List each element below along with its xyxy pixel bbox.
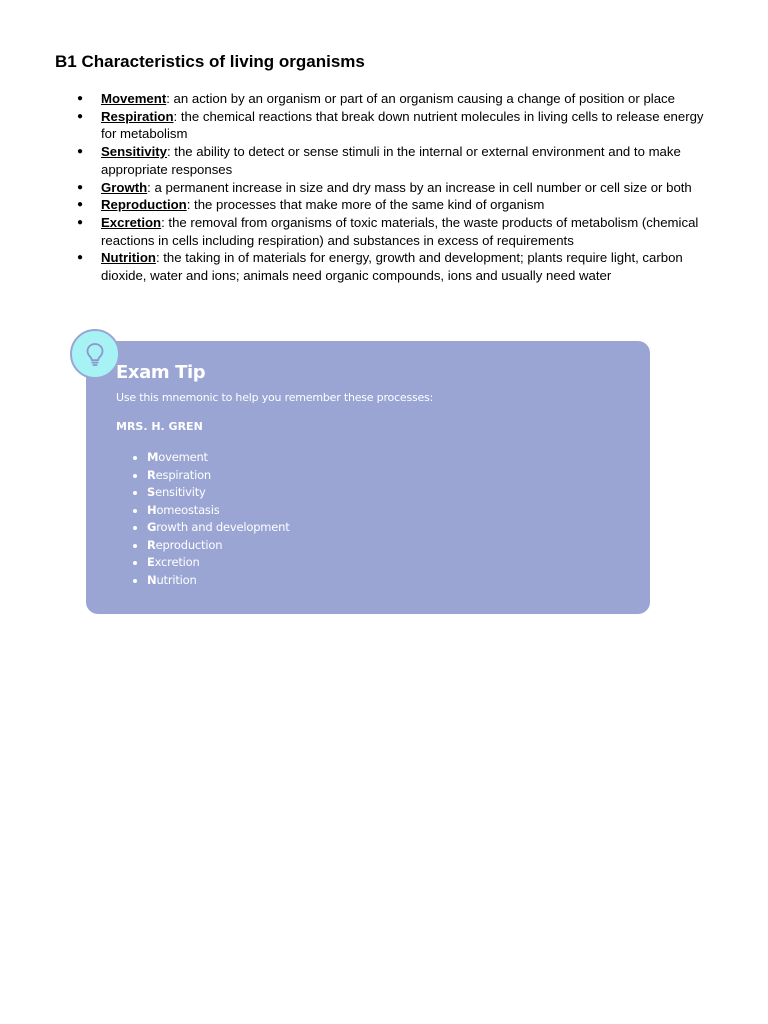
mnemonic-item-growth — [132, 519, 290, 537]
mnemonic-initial: H — [147, 502, 157, 517]
mnemonic-rest: ovement — [158, 450, 208, 464]
term-excretion: Excretion — [101, 214, 162, 230]
exam-tip-title: Exam Tip — [116, 362, 206, 383]
definition-text: : the chemical reactions that break down nutrient molecules in living cells to release energy for metabolism — [101, 108, 704, 142]
mnemonic-initial: R — [147, 467, 156, 482]
mnemonic-rest: xcretion — [154, 555, 200, 569]
definition-sensitivity — [0, 143, 710, 178]
mnemonic-initial: E — [147, 555, 155, 569]
definition-text: : a permanent increase in size and dry mass by an increase in cell number or cell size or both — [147, 179, 692, 195]
mnemonic-rest: espiration — [155, 467, 212, 482]
mnemonic-item-movement — [132, 449, 290, 467]
definition-text: : the processes that make more of the same kind of organism — [186, 197, 545, 213]
definition-excretion — [0, 214, 710, 249]
definition-respiration — [0, 108, 710, 143]
definition-text: : the taking in of materials for energy, growth and development; plants require light, carbon dioxide, water and ions; animals need organic compounds, ions and usually need water — [101, 250, 683, 284]
definition-growth — [0, 179, 710, 197]
definition-text: : the ability to detect or sense stimuli in the internal or external environment and to make appropriate responses — [101, 144, 681, 177]
definitions-list — [0, 90, 710, 285]
mnemonic-item-sensitivity — [132, 484, 290, 502]
term-respiration: Respiration — [101, 108, 174, 124]
mnemonic-item-excretion — [132, 554, 290, 572]
lightbulb-icon — [70, 329, 120, 379]
mnemonic-rest: omeostasis — [156, 502, 220, 517]
term-growth: Growth — [101, 179, 148, 195]
mnemonic-rest: eproduction — [155, 537, 223, 552]
mnemonic-rest: utrition — [156, 572, 197, 587]
term-sensitivity: Sensitivity — [101, 144, 167, 160]
mnemonic-initial: M — [147, 450, 159, 464]
mnemonic-list — [132, 449, 290, 589]
exam-tip-mnemonic: MRS. H. GREN — [116, 420, 203, 433]
definition-text: : an action by an organism or part of an organism causing a change of position or place — [166, 91, 675, 106]
mnemonic-item-reproduction — [132, 537, 290, 555]
mnemonic-rest: rowth and development — [156, 520, 290, 534]
mnemonic-rest: ensitivity — [155, 485, 206, 499]
mnemonic-item-nutrition — [132, 572, 290, 590]
term-reproduction: Reproduction — [101, 197, 187, 213]
term-nutrition: Nutrition — [101, 250, 156, 266]
mnemonic-item-respiration — [132, 467, 290, 485]
page-title: B1 Characteristics of living organisms — [55, 52, 365, 71]
definition-text: : the removal from organisms of toxic materials, the waste products of metabolism (chemical reactions in cells including respiration) and substances in excess of requirements — [101, 214, 699, 248]
mnemonic-initial: N — [147, 572, 157, 587]
exam-tip-intro: Use this mnemonic to help you remember these processes: — [116, 391, 434, 404]
definition-nutrition — [0, 249, 710, 284]
mnemonic-initial: G — [147, 520, 157, 534]
mnemonic-initial: R — [147, 537, 156, 552]
definition-reproduction — [0, 196, 710, 214]
term-movement: Movement — [101, 91, 167, 106]
definition-movement — [0, 90, 710, 108]
mnemonic-initial: S — [147, 485, 156, 499]
mnemonic-item-homeostasis — [132, 502, 290, 520]
